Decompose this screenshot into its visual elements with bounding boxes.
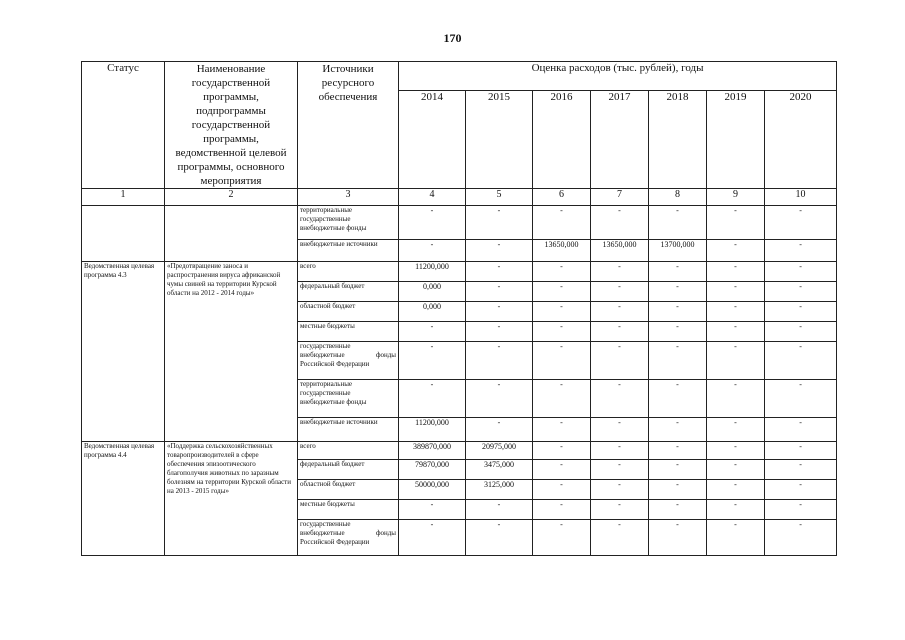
expense-value-cell: -	[466, 240, 533, 262]
expense-value-cell: -	[399, 520, 466, 556]
expense-value-cell: -	[533, 206, 591, 240]
expense-value-cell: -	[765, 282, 837, 302]
expense-value-cell: 3475,000	[466, 460, 533, 480]
header-name: Наименование государственной программы, подпрограммы государственной программы, ведомственной целевой программы, основного мероприятия	[165, 62, 298, 189]
expense-value-cell: -	[591, 302, 649, 322]
expense-value-cell: 13700,000	[649, 240, 707, 262]
funding-source-cell: областной бюджет	[298, 302, 399, 322]
budget-table	[81, 61, 837, 556]
funding-source-cell: государственные внебюджетные фонды Российской Федерации	[298, 342, 399, 380]
expense-value-cell: -	[707, 302, 765, 322]
header-year: 2016	[533, 91, 591, 189]
expense-value-cell: -	[399, 322, 466, 342]
funding-source-cell: территориальные государственные внебюджетные фонды	[298, 206, 399, 240]
expense-value-cell: -	[533, 342, 591, 380]
expense-value-cell: -	[707, 418, 765, 442]
expense-value-cell: -	[707, 520, 765, 556]
expense-value-cell: -	[591, 380, 649, 418]
expense-value-cell: -	[399, 380, 466, 418]
expense-value-cell: -	[707, 240, 765, 262]
page-number: 170	[443, 31, 462, 45]
expense-value-cell: -	[649, 418, 707, 442]
expense-value-cell: -	[466, 302, 533, 322]
expense-value-cell: -	[765, 418, 837, 442]
expense-value-cell: -	[591, 460, 649, 480]
expense-value-cell: -	[765, 500, 837, 520]
expense-value-cell: -	[707, 500, 765, 520]
expense-value-cell: -	[649, 442, 707, 460]
expense-value-cell: -	[591, 520, 649, 556]
expense-value-cell: 20975,000	[466, 442, 533, 460]
expense-value-cell: -	[707, 322, 765, 342]
expense-value-cell: -	[466, 262, 533, 282]
header-status: Статус	[82, 62, 165, 189]
expense-value-cell: 50000,000	[399, 480, 466, 500]
expense-value-cell: -	[466, 380, 533, 418]
expense-value-cell: -	[649, 206, 707, 240]
column-number: 4	[399, 189, 466, 206]
expense-value-cell: -	[765, 342, 837, 380]
funding-source-cell: федеральный бюджет	[298, 460, 399, 480]
funding-source-cell: местные бюджеты	[298, 322, 399, 342]
expense-value-cell: -	[649, 322, 707, 342]
column-number: 10	[765, 189, 837, 206]
expense-value-cell: -	[707, 460, 765, 480]
column-number: 8	[649, 189, 707, 206]
expense-value-cell: -	[765, 302, 837, 322]
expense-value-cell: -	[466, 500, 533, 520]
funding-source-cell: местные бюджеты	[298, 500, 399, 520]
expense-value-cell: -	[649, 480, 707, 500]
expense-value-cell: 11200,000	[399, 418, 466, 442]
expense-value-cell: -	[649, 342, 707, 380]
expense-value-cell: 79870,000	[399, 460, 466, 480]
expense-value-cell: -	[591, 282, 649, 302]
program-name-cell	[165, 206, 298, 262]
expense-value-cell: -	[707, 442, 765, 460]
expense-value-cell: -	[649, 302, 707, 322]
expense-value-cell: -	[533, 322, 591, 342]
expense-value-cell: -	[466, 342, 533, 380]
expense-value-cell: 0,000	[399, 302, 466, 322]
expense-value-cell: 3125,000	[466, 480, 533, 500]
funding-source-cell: государственные внебюджетные фонды Российской Федерации	[298, 520, 399, 556]
column-number: 9	[707, 189, 765, 206]
expense-value-cell: -	[707, 480, 765, 500]
expense-value-cell: 11200,000	[399, 262, 466, 282]
expense-value-cell: -	[765, 520, 837, 556]
column-number: 1	[82, 189, 165, 206]
expense-value-cell: -	[591, 442, 649, 460]
funding-source-cell: всего	[298, 442, 399, 460]
header-year: 2019	[707, 91, 765, 189]
expense-value-cell: -	[533, 480, 591, 500]
expense-value-cell: -	[707, 282, 765, 302]
expense-value-cell: -	[466, 322, 533, 342]
header-year: 2018	[649, 91, 707, 189]
column-number: 3	[298, 189, 399, 206]
expense-value-cell: -	[591, 480, 649, 500]
expense-value-cell: -	[533, 302, 591, 322]
expense-value-cell: -	[533, 442, 591, 460]
program-status-cell	[82, 206, 165, 262]
expense-value-cell: -	[533, 262, 591, 282]
funding-source-cell: внебюджетные источники	[298, 240, 399, 262]
expense-value-cell: -	[466, 520, 533, 556]
expense-value-cell: 13650,000	[591, 240, 649, 262]
expense-value-cell: -	[765, 322, 837, 342]
expense-value-cell: -	[765, 480, 837, 500]
header-year: 2015	[466, 91, 533, 189]
expense-value-cell: -	[533, 520, 591, 556]
expense-value-cell: -	[765, 262, 837, 282]
column-number: 5	[466, 189, 533, 206]
expense-value-cell: -	[466, 418, 533, 442]
table-body	[82, 206, 837, 556]
expense-value-cell: -	[707, 262, 765, 282]
expense-value-cell: -	[707, 342, 765, 380]
header-year: 2020	[765, 91, 837, 189]
header-year: 2014	[399, 91, 466, 189]
expense-value-cell: -	[591, 322, 649, 342]
program-name-cell: «Предотвращение заноса и распространения вируса африканской чумы свиней на территории Курской области на 2012 - 2014 годы»	[165, 262, 298, 442]
expense-value-cell: -	[399, 342, 466, 380]
column-number: 6	[533, 189, 591, 206]
expense-value-cell: -	[591, 500, 649, 520]
expense-value-cell: -	[649, 520, 707, 556]
funding-source-cell: внебюджетные источники	[298, 418, 399, 442]
expense-value-cell: -	[466, 206, 533, 240]
expense-value-cell: -	[591, 418, 649, 442]
table-row	[82, 206, 837, 240]
table-row	[82, 262, 837, 282]
funding-source-cell: федеральный бюджет	[298, 282, 399, 302]
expense-value-cell: -	[649, 380, 707, 418]
expense-value-cell: 389870,000	[399, 442, 466, 460]
program-status-cell: Ведомственная целевая программа 4.4	[82, 442, 165, 556]
expense-value-cell: 0,000	[399, 282, 466, 302]
expense-value-cell: -	[466, 282, 533, 302]
expense-value-cell: -	[765, 442, 837, 460]
header-year: 2017	[591, 91, 649, 189]
expense-value-cell: -	[649, 262, 707, 282]
table-row	[82, 442, 837, 460]
program-status-cell: Ведомственная целевая программа 4.3	[82, 262, 165, 442]
column-number: 7	[591, 189, 649, 206]
expense-value-cell: -	[649, 282, 707, 302]
funding-source-cell: территориальные государственные внебюджетные фонды	[298, 380, 399, 418]
expense-value-cell: -	[533, 380, 591, 418]
expense-value-cell: -	[533, 500, 591, 520]
expense-value-cell: -	[765, 240, 837, 262]
expense-value-cell: -	[649, 460, 707, 480]
expense-value-cell: -	[707, 206, 765, 240]
expense-value-cell: -	[765, 460, 837, 480]
expense-value-cell: -	[591, 262, 649, 282]
funding-source-cell: областной бюджет	[298, 480, 399, 500]
header-expenses: Оценка расходов (тыс. рублей), годы	[399, 62, 837, 91]
expense-value-cell: -	[765, 206, 837, 240]
expense-value-cell: -	[591, 206, 649, 240]
expense-value-cell: -	[533, 418, 591, 442]
expense-value-cell: -	[707, 380, 765, 418]
expense-value-cell: -	[649, 500, 707, 520]
program-name-cell: «Поддержка сельскохозяйственных товаропроизводителей в сфере обеспечения эпизоотического благополучия животных по заразным болезням на территории Курской области на 2013 - 2015 годы»	[165, 442, 298, 556]
expense-value-cell: 13650,000	[533, 240, 591, 262]
funding-source-cell: всего	[298, 262, 399, 282]
expense-value-cell: -	[533, 282, 591, 302]
column-number: 2	[165, 189, 298, 206]
expense-value-cell: -	[533, 460, 591, 480]
expense-value-cell: -	[399, 206, 466, 240]
expense-value-cell: -	[765, 380, 837, 418]
expense-value-cell: -	[399, 240, 466, 262]
expense-value-cell: -	[399, 500, 466, 520]
header-source: Источники ресурсного обеспечения	[298, 62, 399, 189]
expense-value-cell: -	[591, 342, 649, 380]
